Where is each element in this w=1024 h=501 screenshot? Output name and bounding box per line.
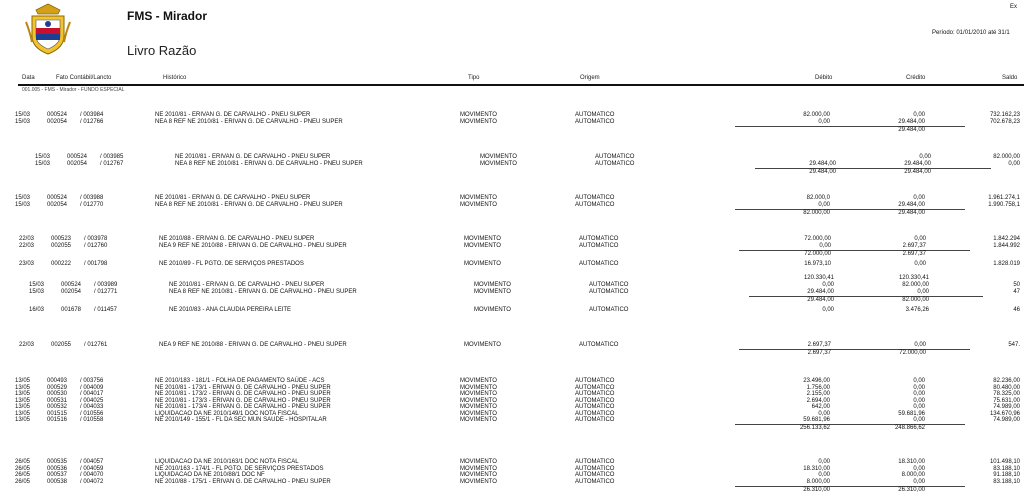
ledger-row-0-0-lancto: / 003984 [80, 112, 104, 118]
group-2-total-debito: 82.000,00 [803, 209, 830, 216]
group-3-total-debito: 72.000,00 [804, 250, 831, 257]
ledger-row-2-0-fato: 000524 [47, 195, 68, 201]
ledger-row-4-extra-historico: NE 2010/83 - ANA CLAUDIA PEREIRA LEITE [169, 307, 292, 313]
group-7-total-debito: 26.310,00 [803, 486, 830, 493]
ledger-row-6-1-debito: 1.756,00 [806, 384, 830, 391]
ledger-row-6-1-fato: 000529 [47, 384, 68, 391]
ledger-row-3-extra-debito: 16.973,10 [804, 261, 831, 267]
ledger-row-7-3-fato: 000538 [47, 478, 68, 485]
ledger-row-7-3-date: 26/05 [15, 478, 31, 485]
group-2-total-credito: 29.484,00 [898, 209, 925, 216]
col-header-credito: Crédito [906, 75, 926, 81]
ledger-row-7-1-lancto: / 004059 [80, 465, 104, 472]
ledger-row-7-2-fato: 000537 [47, 472, 68, 478]
ledger-row-3-0-fato: 000523 [51, 236, 72, 242]
ledger-row-6-2-origem: AUTOMATICO [575, 391, 615, 397]
ledger-row-3-0-debito: 72.000,00 [804, 236, 831, 242]
ledger-row-6-1-lancto: / 004009 [80, 384, 104, 391]
ledger-row-4-1-historico: NEA 8 REF NE 2010/81 - ERIVAN G. DE CARVALHO - PNEU SUPER [169, 288, 357, 295]
ledger-row-6-4-debito: 642,00 [811, 404, 830, 410]
app-title: FMS - Mirador [127, 9, 207, 23]
ledger-row-7-3-credito: 0,00 [913, 478, 925, 485]
coat-of-arms-logo [24, 2, 72, 58]
ledger-row-7-0-fato: 000535 [47, 459, 68, 465]
ledger-row-7-1-historico: NE 2010/163 - 174/1 - FL PGTO. DE SERVIÇOS PRESTADOS [155, 465, 324, 472]
ledger-row-4-1-date: 15/03 [29, 288, 45, 295]
ledger-row-1-1-date: 15/03 [35, 160, 51, 167]
col-header-origem: Origem [580, 75, 600, 81]
ledger-row-3-1-debito: 0,00 [819, 242, 831, 249]
ledger-row-0-0-credito: 0,00 [913, 112, 925, 118]
entry-tag: 001.005 - FMS - Mirador - FUNDO ESPECIAL [22, 87, 125, 93]
ledger-row-5-0-fato: 002055 [51, 342, 72, 348]
ledger-row-3-extra-tipo: MOVIMENTO [464, 261, 501, 267]
ledger-row-6-5-saldo: 134.670,96 [989, 410, 1020, 417]
ledger-row-4-0-historico: NE 2010/81 - ERIVAN G. DE CARVALHO - PNEU SUPER [169, 282, 325, 288]
ledger-row-2-1-debito: 0,00 [818, 201, 830, 208]
ledger-row-4-0-origem: AUTOMATICO [589, 282, 629, 288]
ledger-row-3-1-saldo: 1.844.992 [993, 242, 1020, 249]
ledger-row-3-1-origem: AUTOMATICO [579, 242, 619, 249]
ledger-row-3-0-origem: AUTOMATICO [579, 236, 619, 242]
ledger-row-3-0-historico: NE 2010/88 - ERIVAN G. DE CARVALHO - PNEU SUPER [159, 236, 315, 242]
group-4-pre-debito: 120.330,41 [803, 275, 834, 281]
ledger-row-5-0-saldo: 547. [1008, 342, 1020, 348]
ledger-row-4-0-credito: 82.000,00 [902, 282, 929, 288]
ledger-row-6-6-date: 13/05 [15, 417, 31, 423]
ledger-row-3-0-lancto: / 003978 [84, 236, 108, 242]
ledger-row-7-0-tipo: MOVIMENTO [460, 459, 497, 465]
ledger-row-7-0-debito: 0,00 [818, 459, 830, 465]
group-1-total-credito: 29.484,00 [904, 168, 931, 175]
ledger-row-3-extra-origem: AUTOMATICO [579, 261, 619, 267]
ledger-row-2-1-date: 15/03 [15, 201, 31, 208]
ledger-row-6-5-date: 13/05 [15, 410, 31, 417]
ledger-row-4-extra-date: 16/03 [29, 307, 45, 313]
ledger-row-4-1-origem: AUTOMATICO [589, 288, 629, 295]
col-header-tipo: Tipo [468, 75, 480, 81]
ledger-row-1-1-lancto: / 012767 [100, 160, 124, 167]
ledger-row-4-extra-lancto: / 011457 [94, 307, 117, 313]
ledger-row-4-extra-origem: AUTOMATICO [589, 307, 629, 313]
col-header-debito: Débito [815, 75, 833, 81]
ledger-row-6-4-tipo: MOVIMENTO [460, 404, 497, 410]
ledger-row-7-1-debito: 18.310,00 [803, 465, 830, 472]
ledger-row-4-0-fato: 000524 [61, 282, 82, 288]
group-5-total-debito: 2.697,37 [807, 350, 831, 356]
ledger-row-6-6-historico: NE 2010/149 - 155/1 - FL DA SEC MUN SAUDE - HOSPITALAR [155, 417, 327, 423]
ledger-row-2-0-tipo: MOVIMENTO [460, 195, 497, 201]
ledger-row-6-4-saldo: 74.989,00 [993, 404, 1020, 410]
corner-text: Ex [1010, 4, 1018, 10]
ledger-row-4-0-tipo: MOVIMENTO [474, 282, 511, 288]
ledger-row-0-1-date: 15/03 [15, 118, 31, 125]
ledger-row-6-3-date: 13/05 [15, 397, 31, 404]
ledger-row-2-1-saldo: 1.990.758,1 [988, 201, 1020, 208]
ledger-row-2-0-date: 15/03 [15, 195, 31, 201]
col-header-fato: Fato Contábil/Lancto [56, 75, 112, 81]
ledger-row-6-1-saldo: 80.480,00 [993, 384, 1020, 391]
ledger-row-6-0-historico: NE 2010/183 - 181/1 - FOLHA DE PAGAMENTO SAÚDE - ACS [155, 378, 325, 384]
ledger-row-7-2-saldo: 91.188,10 [993, 472, 1020, 478]
ledger-row-2-1-historico: NEA 8 REF NE 2010/81 - ERIVAN G. DE CARVALHO - PNEU SUPER [155, 201, 343, 208]
col-header-saldo: Saldo [1002, 75, 1018, 81]
ledger-row-5-0-debito: 2.697,37 [807, 342, 831, 348]
ledger-row-5-0-tipo: MOVIMENTO [464, 342, 501, 348]
ledger-row-7-2-lancto: / 004070 [80, 472, 104, 478]
group-4-total-credito: 82.000,00 [902, 296, 929, 303]
ledger-row-3-0-saldo: 1.842.294 [993, 236, 1020, 242]
ledger-row-0-0-saldo: 732.162,23 [989, 112, 1020, 118]
ledger-row-7-0-historico: LIQUIDACAO DA NE 2010/163/1 DOC NOTA FISCAL [155, 459, 299, 465]
ledger-row-0-1-lancto: / 012766 [80, 118, 104, 125]
ledger-row-6-0-credito: 0,00 [913, 378, 925, 384]
ledger-row-5-0-historico: NEA 9 REF NE 2010/88 - ERIVAN G. DE CARVALHO - PNEU SUPER [159, 342, 347, 348]
ledger-row-6-2-credito: 0,00 [913, 391, 925, 397]
ledger-row-4-extra-fato: 001678 [61, 307, 82, 313]
ledger-row-2-0-origem: AUTOMATICO [575, 195, 615, 201]
ledger-row-3-extra-historico: NE 2010/89 - FL PGTO. DE SERVIÇOS PRESTADOS [159, 261, 304, 267]
ledger-row-7-3-saldo: 83.188,10 [993, 478, 1020, 485]
ledger-row-7-2-origem: AUTOMATICO [575, 472, 615, 478]
ledger-row-5-0-origem: AUTOMATICO [579, 342, 619, 348]
ledger-row-6-3-saldo: 75.631,00 [993, 397, 1020, 404]
ledger-row-6-4-historico: NE 2010/81 - 173/4 - ERIVAN G. DE CARVALHO - PNEU SUPER [155, 404, 331, 410]
ledger-row-6-6-lancto: / 010558 [80, 417, 104, 423]
ledger-row-7-2-tipo: MOVIMENTO [460, 472, 497, 478]
ledger-row-6-4-date: 13/05 [15, 404, 31, 410]
ledger-row-0-1-saldo: 702.678,23 [989, 118, 1020, 125]
ledger-row-2-1-credito: 29.484,00 [898, 201, 925, 208]
ledger-row-6-2-saldo: 78.325,00 [993, 391, 1020, 397]
ledger-row-7-0-origem: AUTOMATICO [575, 459, 615, 465]
ledger-row-4-0-debito: 0,00 [822, 282, 834, 288]
group-0-total-credito: 29.484,00 [898, 126, 925, 133]
ledger-row-4-1-debito: 29.484,00 [807, 288, 834, 295]
ledger-row-2-0-historico: NE 2010/81 - ERIVAN G. DE CARVALHO - PNEU SUPER [155, 195, 311, 201]
ledger-row-6-5-tipo: MOVIMENTO [460, 410, 497, 417]
ledger-row-3-0-date: 22/03 [19, 236, 35, 242]
ledger-row-1-1-tipo: MOVIMENTO [480, 160, 517, 167]
ledger-row-3-1-credito: 2.697,37 [902, 242, 926, 249]
ledger-row-6-3-debito: 2.694,00 [806, 397, 830, 404]
ledger-row-6-2-fato: 000530 [47, 391, 68, 397]
ledger-row-1-1-credito: 29.484,00 [904, 160, 931, 167]
header-rule [18, 84, 1024, 86]
ledger-row-6-1-historico: NE 2010/81 - 173/1 - ERIVAN G. DE CARVALHO - PNEU SUPER [155, 384, 331, 391]
ledger-row-4-extra-credito: 3.476,26 [905, 307, 929, 313]
ledger-row-7-2-historico: LIQUIDACAO DA NE 2010/88/1 DOC NF [155, 472, 265, 478]
ledger-row-6-0-debito: 23.496,00 [803, 378, 830, 384]
document-title: Livro Razão [127, 43, 197, 58]
ledger-row-4-extra-saldo: 46 [1013, 307, 1020, 313]
ledger-row-3-extra-lancto: / 001798 [84, 261, 108, 267]
ledger-row-4-extra-tipo: MOVIMENTO [474, 307, 511, 313]
ledger-row-7-3-lancto: / 004072 [80, 478, 104, 485]
ledger-row-7-0-date: 26/05 [15, 459, 31, 465]
ledger-row-7-2-debito: 0,00 [818, 472, 830, 478]
ledger-row-0-0-tipo: MOVIMENTO [460, 112, 497, 118]
ledger-row-0-0-debito: 82.000,00 [803, 112, 830, 118]
ledger-row-2-0-saldo: 1.961.274,1 [988, 195, 1020, 201]
ledger-row-7-3-debito: 8.000,00 [806, 478, 830, 485]
ledger-row-1-0-lancto: / 003985 [100, 154, 124, 160]
ledger-row-7-2-date: 26/05 [15, 472, 31, 478]
ledger-row-2-1-lancto: / 012770 [80, 201, 104, 208]
ledger-row-6-1-credito: 0,00 [913, 384, 925, 391]
ledger-row-7-1-credito: 0,00 [913, 465, 925, 472]
ledger-row-3-0-credito: 0,00 [914, 236, 926, 242]
ledger-row-6-5-origem: AUTOMATICO [575, 410, 615, 417]
ledger-row-1-0-origem: AUTOMATICO [595, 154, 635, 160]
ledger-row-6-6-saldo: 74.989,00 [993, 417, 1020, 423]
ledger-row-6-6-fato: 001516 [47, 417, 68, 423]
ledger-row-0-1-debito: 0,00 [818, 118, 830, 125]
ledger-row-6-0-saldo: 82.236,00 [993, 378, 1020, 384]
ledger-row-6-2-date: 13/05 [15, 391, 31, 397]
ledger-row-7-3-historico: NE 2010/88 - 175/1 - ERIVAN G. DE CARVALHO - PNEU SUPER [155, 478, 331, 485]
ledger-row-4-1-lancto: / 012771 [94, 288, 118, 295]
ledger-row-3-extra-date: 23/03 [19, 261, 35, 267]
ledger-row-3-1-date: 22/03 [19, 242, 35, 249]
ledger-row-3-extra-credito: 0,00 [914, 261, 926, 267]
col-header-historico: Histórico [163, 75, 187, 81]
ledger-row-1-0-date: 15/03 [35, 154, 51, 160]
ledger-row-6-2-debito: 2.155,00 [806, 391, 830, 397]
ledger-row-2-1-fato: 002054 [47, 201, 68, 208]
ledger-row-6-5-credito: 59.681,96 [898, 410, 925, 417]
ledger-row-6-1-date: 13/05 [15, 384, 31, 391]
ledger-row-7-0-lancto: / 004057 [80, 459, 104, 465]
ledger-row-6-3-origem: AUTOMATICO [575, 397, 615, 404]
ledger-row-7-1-origem: AUTOMATICO [575, 465, 615, 472]
ledger-row-6-4-credito: 0,00 [913, 404, 925, 410]
ledger-row-1-0-historico: NE 2010/81 - ERIVAN G. DE CARVALHO - PNEU SUPER [175, 154, 331, 160]
ledger-row-1-0-fato: 000524 [67, 154, 88, 160]
ledger-row-6-2-tipo: MOVIMENTO [460, 391, 497, 397]
group-4-total-debito: 29.484,00 [807, 296, 834, 303]
ledger-row-4-0-date: 15/03 [29, 282, 45, 288]
ledger-row-1-1-historico: NEA 8 REF NE 2010/81 - ERIVAN G. DE CARVALHO - PNEU SUPER [175, 160, 363, 167]
ledger-row-6-6-debito: 59.681,96 [803, 417, 830, 423]
group-6-total-debito: 256.133,62 [799, 425, 830, 431]
group-5-total-credito: 72.000,00 [899, 350, 926, 356]
ledger-row-3-0-tipo: MOVIMENTO [464, 236, 501, 242]
ledger-row-2-1-tipo: MOVIMENTO [460, 201, 497, 208]
ledger-row-6-4-fato: 000532 [47, 404, 68, 410]
ledger-row-1-1-origem: AUTOMATICO [595, 160, 635, 167]
ledger-row-7-2-credito: 8.000,00 [901, 472, 925, 478]
ledger-row-0-0-date: 15/03 [15, 112, 31, 118]
ledger-row-6-5-historico: LIQUIDACAO DA NE 2010/149/1 DOC NOTA FISCAL [155, 410, 299, 417]
ledger-row-6-3-historico: NE 2010/81 - 173/3 - ERIVAN G. DE CARVALHO - PNEU SUPER [155, 397, 331, 404]
ledger-row-6-2-historico: NE 2010/81 - 173/2 - ERIVAN G. DE CARVALHO - PNEU SUPER [155, 391, 331, 397]
ledger-row-0-1-origem: AUTOMATICO [575, 118, 615, 125]
ledger-row-7-1-saldo: 83.188,10 [993, 465, 1020, 472]
ledger-row-4-1-saldo: 47 [1013, 288, 1020, 295]
col-header-data: Data [22, 75, 35, 81]
ledger-row-0-0-origem: AUTOMATICO [575, 112, 615, 118]
ledger-row-7-1-fato: 000536 [47, 465, 68, 472]
ledger-row-7-1-tipo: MOVIMENTO [460, 465, 497, 472]
ledger-row-6-1-tipo: MOVIMENTO [460, 384, 497, 391]
ledger-row-3-extra-saldo: 1.828.019 [993, 261, 1020, 267]
ledger-row-0-0-historico: NE 2010/81 - ERIVAN G. DE CARVALHO - PNEU SUPER [155, 112, 311, 118]
ledger-row-4-1-tipo: MOVIMENTO [474, 288, 511, 295]
ledger-row-4-extra-debito: 0,00 [822, 307, 834, 313]
ledger-row-2-0-credito: 0,00 [913, 195, 925, 201]
ledger-row-1-1-debito: 29.484,00 [809, 160, 836, 167]
ledger-row-4-1-credito: 0,00 [917, 288, 929, 295]
group-6-total-credito: 248.866,62 [894, 425, 925, 431]
ledger-row-6-0-lancto: / 003756 [80, 378, 104, 384]
ledger-row-5-0-date: 22/03 [19, 342, 35, 348]
ledger-row-3-1-fato: 002055 [51, 242, 72, 249]
ledger-row-3-1-tipo: MOVIMENTO [464, 242, 501, 249]
group-3-total-credito: 2.697,37 [902, 250, 926, 257]
ledger-row-6-3-lancto: / 004025 [80, 397, 104, 404]
ledger-row-2-0-debito: 82.000,0 [806, 195, 830, 201]
ledger-row-6-3-tipo: MOVIMENTO [460, 397, 497, 404]
ledger-row-4-1-fato: 002054 [61, 288, 82, 295]
ledger-row-4-0-lancto: / 003989 [94, 282, 118, 288]
ledger-row-0-1-credito: 29.484,00 [898, 118, 925, 125]
ledger-row-3-extra-fato: 000222 [51, 261, 72, 267]
ledger-row-1-1-saldo: 0,00 [1008, 160, 1020, 167]
group-1-total-debito: 29.484,00 [809, 168, 836, 175]
ledger-row-6-5-debito: 0,00 [818, 410, 830, 417]
ledger-row-3-1-historico: NEA 9 REF NE 2010/88 - ERIVAN G. DE CARVALHO - PNEU SUPER [159, 242, 347, 249]
ledger-row-0-1-fato: 002054 [47, 118, 68, 125]
ledger-row-6-6-origem: AUTOMATICO [575, 417, 615, 423]
ledger-row-6-0-origem: AUTOMATICO [575, 378, 615, 384]
ledger-row-6-0-fato: 000493 [47, 378, 68, 384]
ledger-row-7-3-tipo: MOVIMENTO [460, 478, 497, 485]
group-7-total-credito: 26.310,00 [898, 486, 925, 493]
ledger-row-1-0-credito: 0,00 [919, 154, 931, 160]
ledger-row-3-1-lancto: / 012760 [84, 242, 108, 249]
ledger-row-0-1-historico: NEA 8 REF NE 2010/81 - ERIVAN G. DE CARVALHO - PNEU SUPER [155, 118, 343, 125]
ledger-row-6-5-fato: 001515 [47, 410, 68, 417]
ledger-row-6-3-credito: 0,00 [913, 397, 925, 404]
ledger-row-5-0-lancto: / 012761 [84, 342, 108, 348]
ledger-row-4-0-saldo: 50 [1013, 282, 1020, 288]
ledger-row-6-1-origem: AUTOMATICO [575, 384, 615, 391]
ledger-row-6-0-date: 13/05 [15, 378, 31, 384]
ledger-row-5-0-credito: 0,00 [914, 342, 926, 348]
ledger-row-6-3-fato: 000531 [47, 397, 68, 404]
ledger-row-6-4-origem: AUTOMATICO [575, 404, 615, 410]
ledger-row-7-3-origem: AUTOMATICO [575, 478, 615, 485]
ledger-row-6-2-lancto: / 004017 [80, 391, 104, 397]
ledger-row-7-0-credito: 18.310,00 [898, 459, 925, 465]
ledger-row-1-0-saldo: 82.000,00 [993, 154, 1020, 160]
ledger-row-6-4-lancto: / 004033 [80, 404, 104, 410]
ledger-row-1-1-fato: 002054 [67, 160, 88, 167]
ledger-row-0-1-tipo: MOVIMENTO [460, 118, 497, 125]
ledger-row-2-0-lancto: / 003988 [80, 195, 104, 201]
ledger-row-0-0-fato: 000524 [47, 112, 68, 118]
ledger-row-1-0-tipo: MOVIMENTO [480, 154, 517, 160]
ledger-row-6-0-tipo: MOVIMENTO [460, 378, 497, 384]
ledger-row-2-1-origem: AUTOMATICO [575, 201, 615, 208]
ledger-row-7-0-saldo: 101.498,10 [989, 459, 1020, 465]
period-range: Período: 01/01/2010 até 31/1 [932, 30, 1010, 36]
ledger-row-6-6-credito: 0,00 [913, 417, 925, 423]
ledger-row-6-6-tipo: MOVIMENTO [460, 417, 497, 423]
group-4-pre-credito: 120.330,41 [898, 275, 929, 281]
ledger-row-7-1-date: 26/05 [15, 465, 31, 472]
ledger-row-6-5-lancto: / 010556 [80, 410, 104, 417]
